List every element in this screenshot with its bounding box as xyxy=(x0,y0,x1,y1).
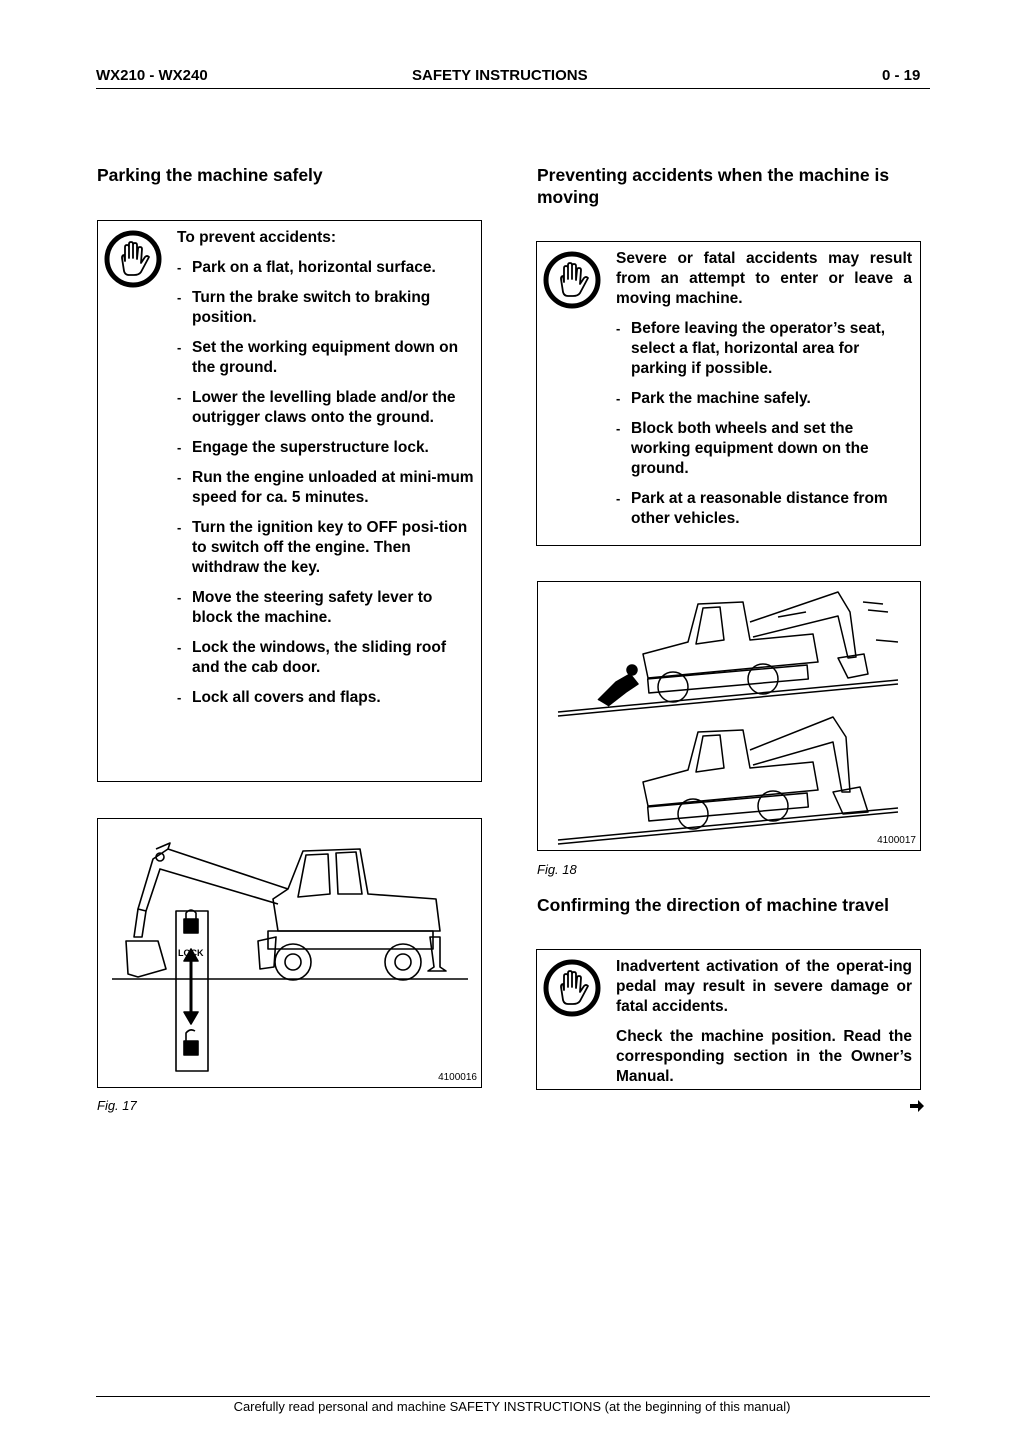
excavator-moving-illustration xyxy=(538,582,920,850)
figure-caption: Fig. 18 xyxy=(537,862,577,877)
arrow-right-icon xyxy=(909,1099,925,1113)
header-section: SAFETY INSTRUCTIONS xyxy=(412,67,588,84)
list-item: - Set the working equipment down on the ground. xyxy=(177,338,477,378)
parking-steps-list xyxy=(177,258,477,708)
list-item: - Park at a reasonable distance from other vehicles. xyxy=(616,489,912,529)
section-title-travel-direction: Confirming the direction of machine travel xyxy=(537,895,889,915)
warning-intro: Severe or fatal accidents may result from an attempt to enter or leave a moving machine. xyxy=(616,250,912,307)
list-item: - Park the machine safely. xyxy=(616,389,912,409)
figure-caption: Fig. 17 xyxy=(97,1098,137,1113)
list-item: - Turn the brake switch to braking position. xyxy=(177,288,477,328)
footer-divider xyxy=(96,1396,930,1397)
list-item: - Lock the windows, the sliding roof and the cab door. xyxy=(177,638,477,678)
list-item: - Before leaving the operator’s seat, select a flat, horizontal area for parking if possible. xyxy=(616,319,912,379)
warning-intro: To prevent accidents: xyxy=(177,229,337,246)
warning-box-travel-direction xyxy=(536,949,921,1090)
list-item: - Run the engine unloaded at mini-mum speed for ca. 5 minutes. xyxy=(177,468,477,508)
warning-box-parking xyxy=(97,220,482,782)
list-item: - Lock all covers and flaps. xyxy=(177,688,477,708)
stop-hand-icon xyxy=(543,251,601,309)
figure-18-frame xyxy=(537,581,921,851)
header-page-number: 0 - 19 xyxy=(882,67,921,84)
list-item: - Move the steering safety lever to block the machine. xyxy=(177,588,477,628)
list-item: - Park on a flat, horizontal surface. xyxy=(177,258,477,278)
stop-hand-icon xyxy=(543,959,601,1017)
stop-hand-icon xyxy=(104,230,162,288)
warning-text: Inadvertent activation of the operat-ing pedal may result in severe damage or fatal accidents. xyxy=(616,958,912,1015)
list-item: - Block both wheels and set the working equipment down on the ground. xyxy=(616,419,912,479)
figure-number: 4100017 xyxy=(877,835,916,846)
section-title-moving: Preventing accidents when the machine is moving xyxy=(537,165,890,207)
excavator-parked-illustration xyxy=(98,819,481,1087)
header-model: WX210 - WX240 xyxy=(96,67,208,84)
header-divider xyxy=(96,88,930,89)
section-title-parking: Parking the machine safely xyxy=(97,165,323,185)
figure-17-frame xyxy=(97,818,482,1088)
figure-number: 4100016 xyxy=(438,1072,477,1083)
lock-label: LOCK xyxy=(178,948,204,958)
warning-text: Check the machine position. Read the corresponding section in the Owner’s Manual. xyxy=(616,1028,912,1085)
footer-text: Carefully read personal and machine SAFETY INSTRUCTIONS (at the beginning of this manual) xyxy=(233,1399,791,1414)
list-item: - Engage the superstructure lock. xyxy=(177,438,477,458)
list-item: - Turn the ignition key to OFF posi-tion to switch off the engine. Then withdraw the key. xyxy=(177,518,477,578)
warning-box-moving xyxy=(536,241,921,546)
list-item: - Lower the levelling blade and/or the outrigger claws onto the ground. xyxy=(177,388,477,428)
moving-steps-list xyxy=(616,319,912,529)
